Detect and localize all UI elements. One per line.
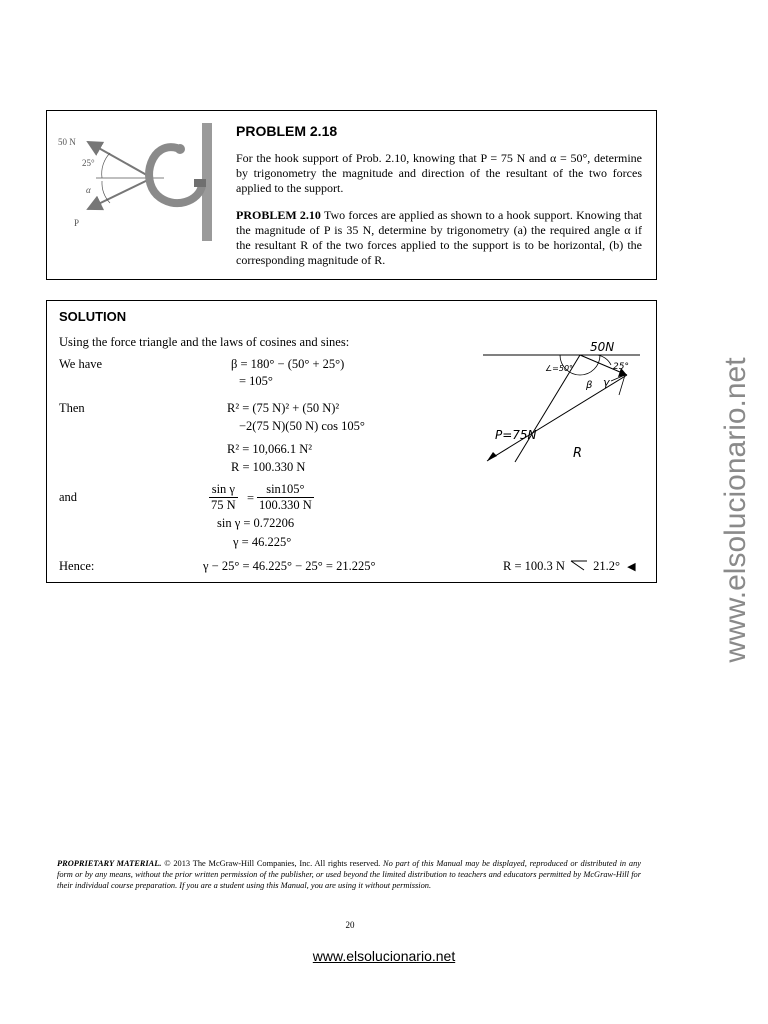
fraction-equals: = <box>247 491 255 505</box>
sketch-beta-label: β <box>586 380 593 391</box>
p-label: P <box>74 218 80 228</box>
fraction-left-numerator: sin γ <box>209 482 238 498</box>
problem-box <box>46 110 657 280</box>
r-squared-result: R² = 10,066.1 N² <box>227 442 313 456</box>
r-result: R = 100.330 N <box>231 460 306 474</box>
beta-result: = 105° <box>239 374 273 388</box>
hence-label: Hence: <box>59 559 95 573</box>
fraction-right-numerator: sin105° <box>257 482 314 498</box>
sketch-angle-25-label: 25° <box>613 362 629 372</box>
footer-notice: No part of this Manual may be displayed, reproduced or distributed in any form or by any means, without the prior written permission of the publisher, or used beyond the limited distribution to teachers and educators permitted by McGraw-Hill for their individual course preparation. If you are a student using this Manual, you are using it without permission. <box>57 859 641 890</box>
solution-intro: Using the force triangle and the laws of cosines and sines: <box>59 335 350 349</box>
page-number: 20 <box>345 920 355 930</box>
answer-angle: 21.2° <box>593 559 621 573</box>
answer-magnitude: R = 100.3 N <box>503 559 565 573</box>
sine-fraction-left <box>209 482 238 513</box>
sketch-angle-50-label: ∠=50° <box>545 364 574 373</box>
angle-direction-icon <box>570 559 588 571</box>
force-triangle-sketch <box>475 339 665 464</box>
copyright-footer <box>57 858 641 891</box>
sketch-gamma-label: γ <box>603 376 610 389</box>
fraction-right-denominator: 100.330 N <box>259 498 312 512</box>
alpha-label: α <box>86 185 91 195</box>
answer-marker-icon: ◀ <box>627 561 636 573</box>
force-50n-label: 50 N <box>58 137 76 147</box>
site-link[interactable]: www.elsolucionario.net <box>312 948 456 964</box>
solution-title: SOLUTION <box>59 309 127 324</box>
gamma-result: γ = 46.225° <box>233 535 292 549</box>
footer-lead: PROPRIETARY MATERIAL. <box>57 859 162 868</box>
final-angle-equation: γ − 25° = 46.225° − 25° = 21.225° <box>203 559 376 573</box>
solution-box <box>46 300 657 583</box>
sketch-p75-label: P=75N <box>495 428 537 442</box>
problem-paragraph: For the hook support of Prob. 2.10, knowing that P = 75 N and α = 50°, determine by trigonometry the magnitude and direction of the resultant of the two forces applied to the support. <box>236 151 642 195</box>
problem-statement <box>236 151 642 268</box>
fraction-left-denominator: 75 N <box>211 498 236 512</box>
problem-title: PROBLEM 2.18 <box>236 123 338 139</box>
and-label: and <box>59 490 78 504</box>
footer-copyright: © 2013 The McGraw-Hill Companies, Inc. All rights reserved. <box>164 859 381 868</box>
then-label: Then <box>59 401 85 415</box>
sin-gamma-result: sin γ = 0.72206 <box>217 516 295 530</box>
reference-title: PROBLEM 2.10 <box>236 208 321 222</box>
watermark-text: www.elsolucionario.net <box>719 357 752 663</box>
we-have-label: We have <box>59 357 103 371</box>
sine-fraction-right <box>257 482 314 513</box>
hook-figure <box>52 123 227 243</box>
beta-equation: β = 180° − (50° + 25°) <box>231 357 345 371</box>
reference-paragraph: Two forces are applied as shown to a hook support. Knowing that the magnitude of P is 35 N, determine by trigonometry (a) the required angle α if the resultant R of the two forces applied to the support is to be horizontal, (b) the corresponding magnitude of R. <box>236 208 643 267</box>
cosine-law-term: −2(75 N)(50 N) cos 105° <box>239 419 365 433</box>
sketch-50n-label: 50N <box>590 340 615 354</box>
sketch-r-label: R <box>573 446 583 461</box>
cosine-law-equation: R² = (75 N)² + (50 N)² <box>227 401 340 415</box>
reference-problem <box>236 208 642 268</box>
angle-25-label: 25° <box>82 158 95 168</box>
final-answer <box>503 559 636 574</box>
